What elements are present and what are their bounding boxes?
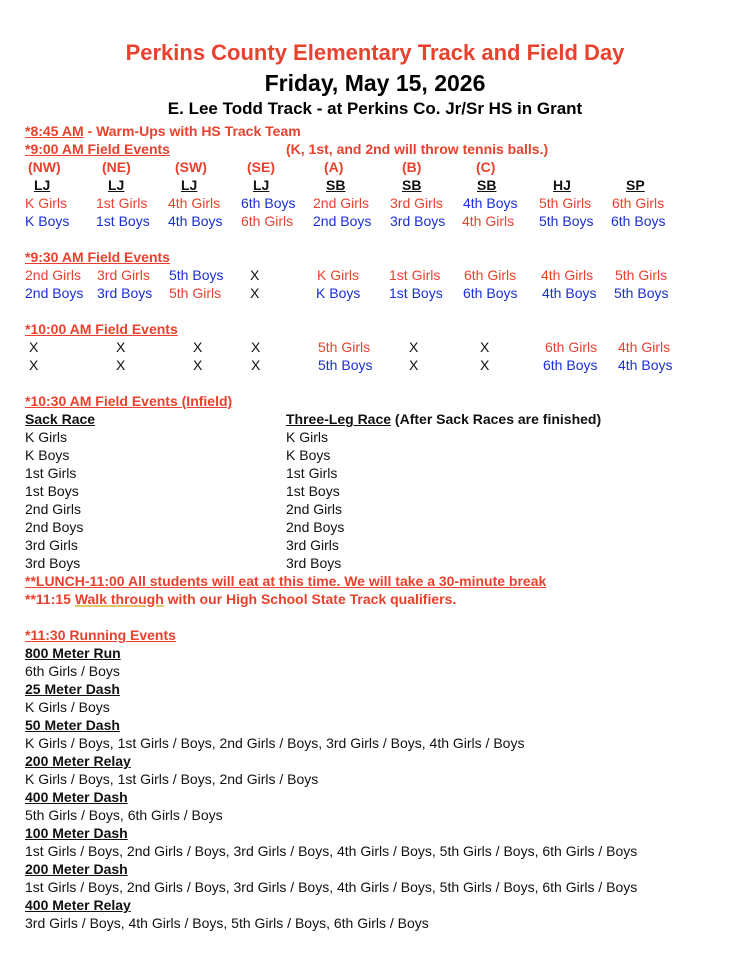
list-item: K Boys <box>25 447 70 463</box>
list-item: 2nd Boys <box>25 519 84 535</box>
table-cell: X <box>29 339 39 355</box>
running-event-name: 400 Meter Dash <box>25 789 128 805</box>
running-event-name: 200 Meter Dash <box>25 861 128 877</box>
running-event-name: 800 Meter Run <box>25 645 121 661</box>
table-cell: 4th Girls <box>168 195 221 211</box>
table-cell: X <box>480 357 490 373</box>
table-cell: 5th Girls <box>169 285 222 301</box>
event-header: SB <box>477 177 497 193</box>
table-cell: 5th Girls <box>615 267 668 283</box>
table-cell: 6th Girls <box>545 339 598 355</box>
list-item: K Boys <box>286 447 331 463</box>
event-location: E. Lee Todd Track - at Perkins Co. Jr/Sr HS in Grant <box>167 99 583 118</box>
stations-row <box>0 158 750 176</box>
list-item: K Girls <box>25 429 67 445</box>
field930-row2 <box>0 284 750 302</box>
walk-highlight: Walk through <box>74 591 164 607</box>
event-header: LJ <box>253 177 270 193</box>
station-label: (NE) <box>102 159 131 175</box>
table-cell: 3rd Girls <box>97 267 150 283</box>
table-cell: 2nd Boys <box>25 285 84 301</box>
warmup-time: *8:45 AM <box>25 123 84 139</box>
table-cell: 3rd Boys <box>97 285 153 301</box>
station-label: (SE) <box>247 159 275 175</box>
table-cell: K Boys <box>316 285 361 301</box>
field1000-row1 <box>0 338 750 356</box>
table-cell: 3rd Girls <box>390 195 443 211</box>
running-event-name: 25 Meter Dash <box>25 681 120 697</box>
list-item: 2nd Boys <box>286 519 345 535</box>
list-item: 3rd Girls <box>286 537 339 553</box>
table-cell: 5th Girls <box>539 195 592 211</box>
table-cell: 6th Boys <box>241 195 296 211</box>
section-title-1000: *10:00 AM Field Events <box>25 321 178 337</box>
section-title-930: *9:30 AM Field Events <box>25 249 170 265</box>
table-cell: X <box>193 357 203 373</box>
table-cell: X <box>29 357 39 373</box>
table-cell: 6th Boys <box>611 213 666 229</box>
table-cell: 5th Boys <box>169 267 224 283</box>
event-header: SP <box>626 177 645 193</box>
running-event-name: 200 Meter Relay <box>25 753 131 769</box>
table-cell: 6th Boys <box>463 285 518 301</box>
station-label: (SW) <box>175 159 207 175</box>
running-event-groups: 3rd Girls / Boys, 4th Girls / Boys, 5th Girls / Boys, 6th Girls / Boys <box>25 915 429 931</box>
field1000-row2 <box>0 356 750 374</box>
table-cell: 6th Girls <box>241 213 294 229</box>
table-cell: 4th Boys <box>542 285 597 301</box>
table-cell: 2nd Girls <box>313 195 370 211</box>
event-header: LJ <box>181 177 198 193</box>
walk-suffix: with our High School State Track qualifiers. <box>163 591 457 607</box>
section-title-running: *11:30 Running Events <box>25 627 176 643</box>
list-item: 1st Boys <box>25 483 79 499</box>
lunch-note: **LUNCH-11:00 All students will eat at this time. We will take a 30-minute break <box>25 573 547 589</box>
table-cell: K Girls <box>25 195 67 211</box>
station-label: (C) <box>476 159 496 175</box>
running-event-name: 400 Meter Relay <box>25 897 131 913</box>
table-cell: X <box>193 339 203 355</box>
table-cell: 4th Girls <box>618 339 671 355</box>
list-item: 2nd Girls <box>286 501 343 517</box>
table-cell: 4th Boys <box>463 195 518 211</box>
running-event-groups: 6th Girls / Boys <box>25 663 120 679</box>
table-cell: X <box>250 267 260 283</box>
walk-prefix: **11:15 <box>25 591 75 607</box>
running-event-groups: K Girls / Boys, 1st Girls / Boys, 2nd Girls / Boys, 3rd Girls / Boys, 4th Girls / Boys <box>25 735 525 751</box>
table-cell: X <box>250 285 260 301</box>
table-cell: 3rd Boys <box>390 213 446 229</box>
table-cell: 5th Girls <box>318 339 371 355</box>
table-cell: 6th Girls <box>612 195 665 211</box>
table-cell: 6th Girls <box>464 267 517 283</box>
table-cell: 4th Boys <box>618 357 673 373</box>
table-cell: 5th Boys <box>539 213 594 229</box>
list-item: 2nd Girls <box>25 501 82 517</box>
list-item: K Girls <box>286 429 328 445</box>
field930-row1 <box>0 266 750 284</box>
list-item: 3rd Girls <box>25 537 78 553</box>
page-title: Perkins County Elementary Track and Field Day <box>125 40 625 65</box>
section-title-1030: *10:30 AM Field Events (Infield) <box>25 393 233 409</box>
table-cell: X <box>251 357 261 373</box>
running-event-name: 50 Meter Dash <box>25 717 120 733</box>
table-cell: 6th Boys <box>543 357 598 373</box>
table-cell: K Boys <box>25 213 70 229</box>
list-item: 1st Boys <box>286 483 340 499</box>
three-leg-title-line <box>286 410 601 428</box>
table-cell: X <box>480 339 490 355</box>
table-cell: 1st Girls <box>96 195 148 211</box>
three-leg-note: (After Sack Races are finished) <box>391 411 602 427</box>
running-event-groups: K Girls / Boys, 1st Girls / Boys, 2nd Girls / Boys <box>25 771 319 787</box>
table-cell: X <box>116 357 126 373</box>
list-item: 3rd Boys <box>286 555 342 571</box>
table-cell: 1st Girls <box>389 267 441 283</box>
event-header: SB <box>326 177 346 193</box>
table-cell: X <box>251 339 261 355</box>
field900-girls-row <box>0 194 750 212</box>
running-event-name: 100 Meter Dash <box>25 825 128 841</box>
event-header: SB <box>402 177 422 193</box>
running-event-groups: 1st Girls / Boys, 2nd Girls / Boys, 3rd Girls / Boys, 4th Girls / Boys, 5th Girls / Boys, 6th Girls / Boys <box>25 843 638 859</box>
table-cell: 2nd Girls <box>25 267 82 283</box>
table-cell: X <box>409 357 419 373</box>
station-label: (B) <box>402 159 422 175</box>
event-header: LJ <box>108 177 125 193</box>
events-header-row <box>0 176 750 194</box>
walk-through-note <box>25 590 456 608</box>
running-event-groups: 5th Girls / Boys, 6th Girls / Boys <box>25 807 223 823</box>
table-cell: 4th Girls <box>462 213 515 229</box>
warmup-line <box>25 122 301 140</box>
running-event-groups: 1st Girls / Boys, 2nd Girls / Boys, 3rd Girls / Boys, 4th Girls / Boys, 5th Girls / Boys, 6th Girls / Boys <box>25 879 638 895</box>
field900-note: (K, 1st, and 2nd will throw tennis balls.) <box>286 141 549 157</box>
event-header: LJ <box>34 177 51 193</box>
three-leg-title: Three-Leg Race <box>286 411 392 427</box>
list-item: 1st Girls <box>25 465 77 481</box>
sack-race-title: Sack Race <box>25 411 96 427</box>
section-title-900: *9:00 AM Field Events <box>25 141 170 157</box>
table-cell: 5th Boys <box>318 357 373 373</box>
station-label: (NW) <box>28 159 61 175</box>
table-cell: 4th Girls <box>541 267 594 283</box>
event-header: HJ <box>553 177 571 193</box>
table-cell: 1st Boys <box>389 285 443 301</box>
list-item: 1st Girls <box>286 465 338 481</box>
field900-boys-row <box>0 212 750 230</box>
table-cell: K Girls <box>317 267 359 283</box>
running-event-groups: K Girls / Boys <box>25 699 110 715</box>
table-cell: X <box>116 339 126 355</box>
table-cell: 4th Boys <box>168 213 223 229</box>
table-cell: 2nd Boys <box>313 213 372 229</box>
event-date: Friday, May 15, 2026 <box>264 70 486 96</box>
table-cell: X <box>409 339 419 355</box>
station-label: (A) <box>324 159 344 175</box>
warmup-text: - Warm-Ups with HS Track Team <box>83 123 301 139</box>
table-cell: 5th Boys <box>614 285 669 301</box>
list-item: 3rd Boys <box>25 555 81 571</box>
table-cell: 1st Boys <box>96 213 150 229</box>
